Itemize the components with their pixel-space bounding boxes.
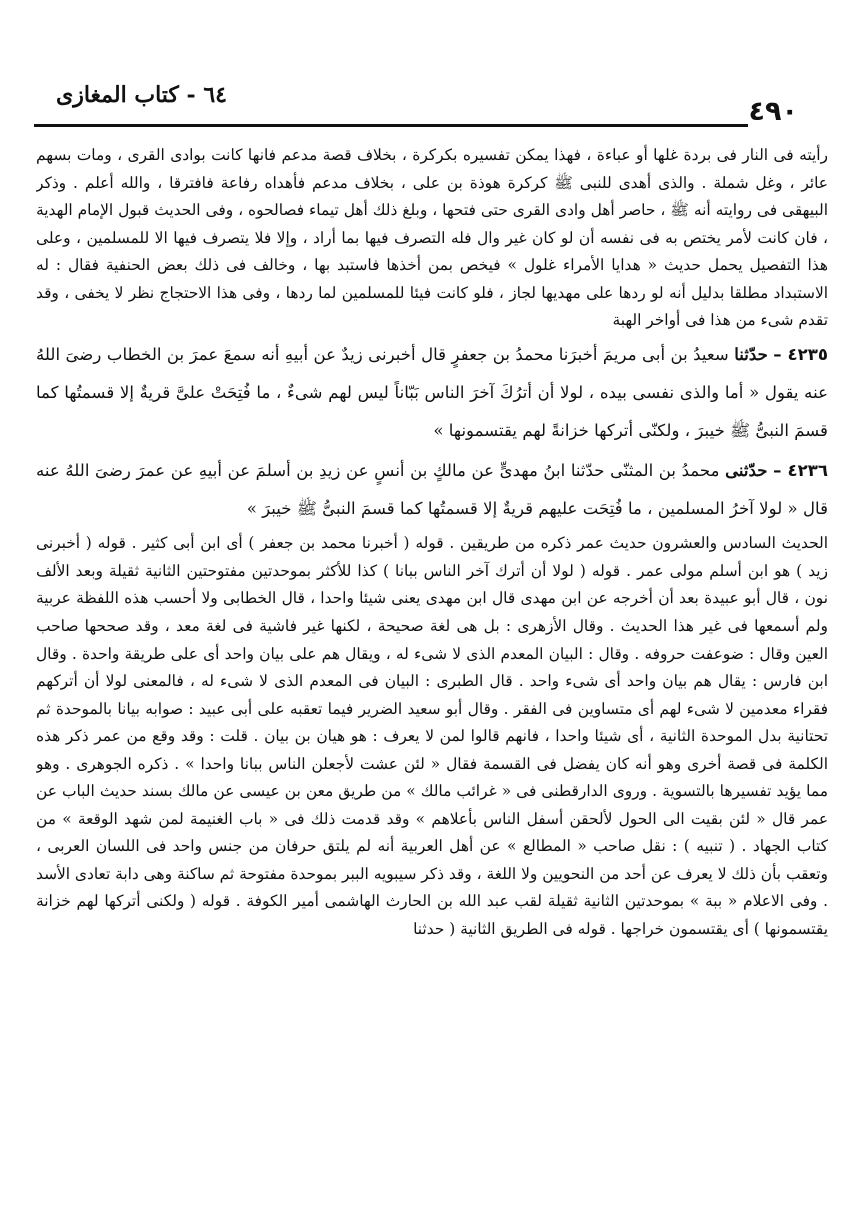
page-number: ٤٩٠	[748, 96, 798, 127]
hadith-text: محمدُ بن المثنّى حدّثنا ابنُ مهدىٍّ عن مالكٍ بن أنسٍ عن زيدِ بن أسلمَ عن أبيهِ عن عمرَ رضىَ اللهُ عنه قال « لولا آخرُ المسلمين ، ما فُتِحَت عليهم قريةٌ إلا قسمتُها كما قسمَ النبىُّ ﷺ خيبرَ »	[36, 460, 828, 519]
commentary-paragraph: الحديث السادس والعشرون حديث عمر ذكره من طريقين . قوله ( أخبرنا محمد بن جعفر ) أى ابن أبى كثير . قوله ( أخبرنى زيد ) هو ابن أسلم مولى عمر . قوله ( لولا أن أترك آخر الناس ببانا ) كذا للأكثر بموحدتين مفتوحتين الثانية ثقيلة وبعد الألف نون ، قال أبو عبيدة بعد أن أخرجه عن ابن مهدى قال ابن مهدى يعنى شيئا واحدا ، قال الخطابى ولا أحسب هذه اللفظة عربية ولم أسمعها فى غير هذا الحديث . وقال الأزهرى : بل هى لغة صحيحة ، لكنها غير فاشية فى لغة معد ، وقد صححها صاحب العين وقال : ضوعفت حروفه . وقال : البيان المعدم الذى لا شىء له ، ويقال هم على بيان واحد أى على طريقة واحدة . وقال ابن فارس : يقال هم بيان واحد أى شىء واحد . قال الطبرى : البيان فى المعدم الذى لا شىء له ، فالمعنى لولا أن أتركهم فقراء معدمين لا شىء لهم أى متساوين فى الفقر . وقال أبو سعيد الضرير فيما تعقبه على أبى عبيد : صوابه بيانا بالموحدة ثم تحتانية بدل الموحدة الثانية ، أى شيئا واحدا ، فانهم قالوا لمن لا يعرف : هو هيان بن بيان . قلت : وقد وقع من عمر ذكر هذه الكلمة فى قصة أخرى وهو أنه كان يفضل فى القسمة فقال « لئن عشت لأجعلن الناس ببانا واحدا » . ذكره الجوهرى . وهو مما يؤيد تفسيرها بالتسوية . وروى الدارقطنى فى « غرائب مالك » من طريق معن بن عيسى عن مالك بسند حديث الباب عن عمر قال « لئن بقيت الى الحول لألحقن أسفل الناس بأعلاهم » وقد قدمت ذلك فى « باب الغنيمة لمن شهد الوقعة » من كتاب الجهاد . ( تنبيه ) : نقل صاحب « المطالع » عن أهل العربية أنه لم يلتق حرفان من جنس واحد فى اللسان العربى ، وتعقب بأن ذلك لا يعرف عن أحد من النحويين ولا اللغة ، وقد ذكر سيبويه الببر بموحدة مفتوحة ثم ساكنة وهى دابة تعادى الأسد . وفى الاعلام « ببة » بموحدتين الثانية ثقيلة لقب عبد الله بن الحارث الهاشمى أمير الكوفة . قوله ( ولكنى أتركها لهم خزانة يقتسمونها ) أى يقتسمون خراجها . قوله فى الطريق الثانية ( حدثنا	[36, 534, 828, 938]
commentary-paragraph: رأيته فى النار فى بردة غلها أو عباءة ، فهذا يمكن تفسيره بكركرة ، بخلاف قصة مدعم فانها كانت بوادى القرى ، ومات بسهم عائر ، وغل شملة . والذى أهدى للنبى ﷺ كركرة هوذة بن على ، بخلاف مدعم فأهداه رفاعة فافترقا ، والله أعلم . وذكر البيهقى فى روايته أنه ﷺ ، حاصر أهل وادى القرى حتى فتحها ، وبلغ ذلك أهل تيماء فصالحوه ، وفى الحديث قبول الإمام الهدية ، فان كانت لأمر يختص به فى نفسه أن لو كان غير وال فله التصرف فيها بما أراد ، وإلا فلا يتصرف فيها الا للمسلمين ، وعلى هذا التفصيل يحمل حديث « هدايا الأمراء غلول » فيخص بمن أخذها فاستبد بها ، وخالف فى ذلك بعض الحنفية فقال : له الاستبداد مطلقا بدليل أنه لو ردها على مهديها لجاز ، فلو كانت فيئا للمسلمين لما ردها ، وفى هذا الاحتجاج نظر لا يخفى ، وقد تقدم شىء من هذا فى أواخر الهبة	[36, 146, 828, 330]
page-header	[36, 78, 828, 128]
hadith-number: ٤٢٣٦ –	[773, 460, 828, 480]
header-rule	[34, 124, 748, 127]
hadith-opener: حدّثنا	[734, 343, 768, 364]
running-title: ٦٤ - كتاب المغازى	[56, 82, 227, 108]
hadith-opener: حدّثنى	[725, 459, 768, 480]
hadith-text: سعيدُ بن أبى مريمَ أخبرَنا محمدُ بن جعفرٍ قال أخبرنى زيدٌ عن أبيهِ أنه سمعَ عمرَ بن الخطاب رضىَ اللهُ عنه يقول « أما والذى نفسى بيده ، لولا أن أترُكَ آخرَ الناس بَبّاناً ليس لهم شىءٌ ، ما فُتِحَتْ علىَّ قريةٌ إلا قسمتُها كما قسمَ النبىُّ ﷺ خيبرَ ، ولكنّى أتركها خزانةً لهم يقتسمونها »	[36, 344, 828, 441]
hadith-4235	[36, 335, 828, 451]
hadith-number: ٤٢٣٥ –	[773, 344, 828, 364]
page-body	[36, 142, 828, 1177]
hadith-4236	[36, 451, 828, 529]
